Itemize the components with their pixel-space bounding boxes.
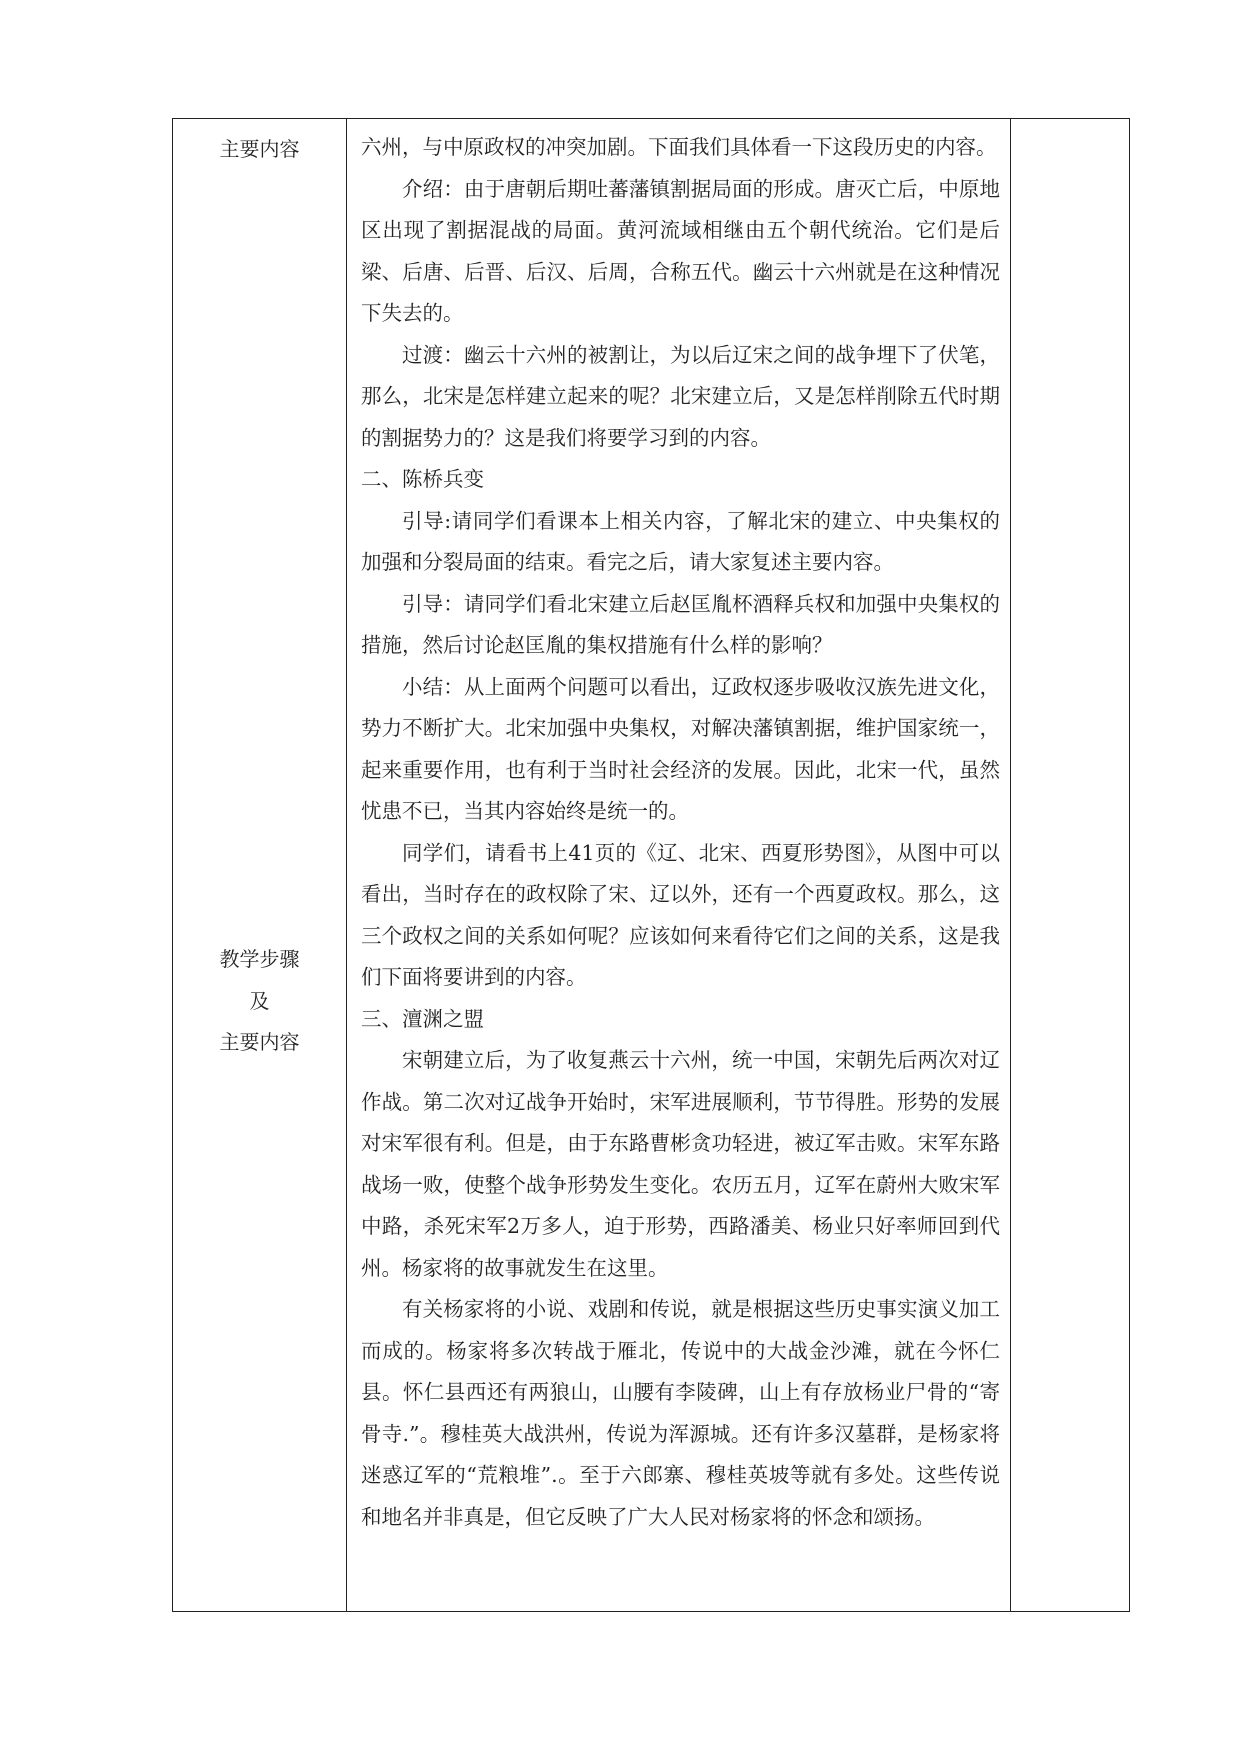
section-heading-chanyuan: 三、澶渊之盟 <box>361 1006 484 1031</box>
paragraph-yang-family: 有关杨家将的小说、戏剧和传说，就是根据这些历史事实演义加工而成的。杨家将多次转战于雁北，传说中的大战金沙滩，就在今怀仁县。怀仁县西还有两狼山，山腰有李陵碑，山上有存放杨业尸骨的“寄骨寺.”。穆桂英大战洪州，传说为浑源城。还有许多汉墓群，是杨家将迷惑辽军的“荒粮堆”.。至于六郎寨、穆桂英坡等就有多处。这些传说和地名并非真是，但它反映了广大人民对杨家将的怀念和颂扬。 <box>361 1297 1000 1529</box>
content-column <box>347 119 1011 1611</box>
notes-column <box>1011 119 1129 1611</box>
label-teaching-steps-line2: 及 <box>249 988 270 1013</box>
label-main-content: 主要内容 <box>219 137 300 161</box>
label-column <box>173 119 347 1611</box>
paragraph-summary: 小结：从上面两个问题可以看出，辽政权逐步吸收汉族先进文化，势力不断扩大。北宋加强中央集权，对解决藩镇割据，维护国家统一，起来重要作用，也有利于当时社会经济的发展。因此，北宋一代，虽然忧患不已，当其内容始终是统一的。 <box>361 674 1000 823</box>
lesson-table <box>172 118 1130 1612</box>
paragraph-continuation: 六州，与中原政权的冲突加剧。下面我们具体看一下这段历史的内容。 <box>361 135 997 159</box>
label-teaching-steps-line1: 教学步骤 <box>219 947 300 971</box>
section-heading-chenqiao: 二、陈桥兵变 <box>361 467 484 491</box>
paragraph-introduction: 介绍：由于唐朝后期吐蕃藩镇割据局面的形成。唐灭亡后，中原地区出现了割据混战的局面。黄河流域相继由五个朝代统治。它们是后梁、后唐、后晋、后汉、后周，合称五代。幽云十六州就是在这种情况下失去的。 <box>361 176 1000 325</box>
paragraph-transition: 过渡：幽云十六州的被割让，为以后辽宋之间的战争埋下了伏笔，那么，北宋是怎样建立起来的呢？北宋建立后，又是怎样削除五代时期的割据势力的？这是我们将要学习到的内容。 <box>361 342 1000 450</box>
label-teaching-steps-line3: 主要内容 <box>219 1030 300 1054</box>
paragraph-map-reference: 同学们，请看书上41页的《辽、北宋、西夏形势图》，从图中可以看出，当时存在的政权除了宋、辽以外，还有一个西夏政权。那么，这三个政权之间的关系如何呢？应该如何来看待它们之间的关系，这是我们下面将要讲到的内容。 <box>361 840 1000 989</box>
paragraph-guide-2: 引导：请同学们看北宋建立后赵匡胤杯酒释兵权和加强中央集权的措施，然后讨论赵匡胤的集权措施有什么样的影响？ <box>361 591 1000 657</box>
paragraph-guide-1: 引导:请同学们看课本上相关内容，了解北宋的建立、中央集权的加强和分裂局面的结束。看完之后，请大家复述主要内容。 <box>361 508 1000 574</box>
paragraph-song-liao-war: 宋朝建立后，为了收复燕云十六州，统一中国，宋朝先后两次对辽作战。第二次对辽战争开始时，宋军进展顺利，节节得胜。形势的发展对宋军很有利。但是，由于东路曹彬贪功轻进，被辽军击败。宋军东路战场一败，使整个战争形势发生变化。农历五月，辽军在蔚州大败宋军中路，杀死宋军2万多人，迫于形势，西路潘美、杨业只好率师回到代州。杨家将的故事就发生在这里。 <box>361 1048 1000 1280</box>
label-teaching-steps <box>173 939 346 1064</box>
